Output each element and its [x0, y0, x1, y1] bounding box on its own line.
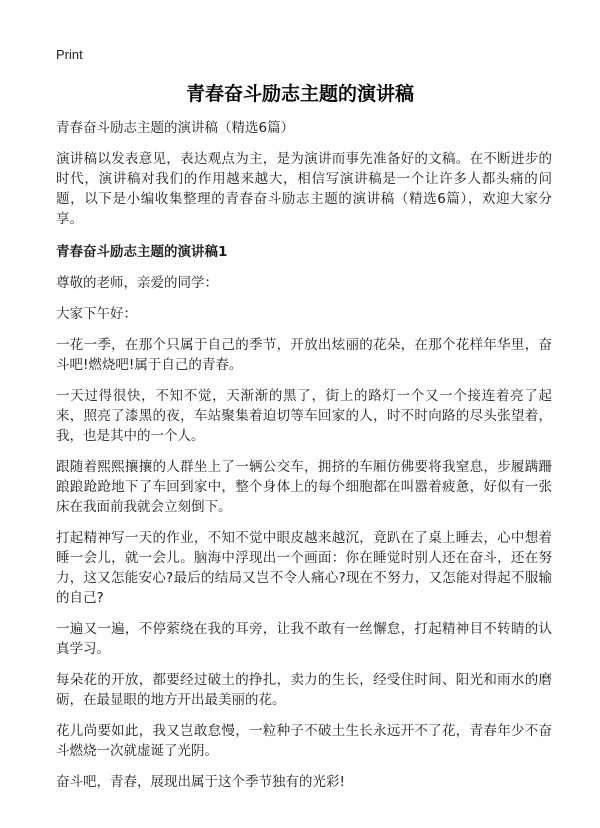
print-link[interactable]: Print [56, 47, 83, 62]
paragraph: 一天过得很快，不知不觉，天渐渐的黑了，街上的路灯一个又一个接连着亮了起来，照亮了漆黑的夜，车站聚集着迫切等车回家的人，时不时向路的尽头张望着，我，也是其中的一个人。 [56, 388, 552, 444]
intro-paragraph: 演讲稿以发表意见，表达观点为主，是为演讲而事先准备好的文稿。在不断进步的时代，演讲稿对我们的作用越来越大，相信写演讲稿是一个让许多人都头痛的问题，以下是小编收集整理的青春奋斗励志主题的演讲稿（精选6篇），欢迎大家分享。 [56, 151, 552, 227]
paragraph-greeting: 大家下午好： [56, 306, 137, 322]
paragraph: 一花一季，在那个只属于自己的季节，开放出炫丽的花朵，在那个花样年华里，奋斗吧!燃烧吧!属于自己的青春。 [56, 337, 552, 373]
document-subtitle: 青春奋斗励志主题的演讲稿（精选6篇） [56, 120, 295, 136]
paragraph: 一遍又一遍，不停萦绕在我的耳旁，让我不敢有一丝懈怠，打起精神目不转睛的认真学习。 [56, 621, 552, 657]
section-heading: 青春奋斗励志主题的演讲稿1 [56, 244, 228, 260]
paragraph-closing: 奋斗吧，青春，展现出属于这个季节独有的光彩! [56, 774, 345, 790]
document-body [56, 118, 552, 803]
paragraph: 每朵花的开放，都要经过破土的挣扎，卖力的生长，经受住时间、阳光和雨水的磨砺，在最显眼的地方开出最美丽的花。 [56, 672, 552, 708]
paragraph: 跟随着熙熙攘攘的人群坐上了一辆公交车，拥挤的车厢仿佛要将我窒息，步履蹒跚踉踉跄跄地下了车回到家中，整个身体上的每个细胞都在叫嚣着疲惫，好似有一张床在我面前我就会立刻倒下。 [56, 459, 552, 515]
paragraph: 打起精神写一天的作业，不知不觉中眼皮越来越沉，竟趴在了桌上睡去，心中想着睡一会儿，就一会儿。脑海中浮现出一个画面：你在睡觉时别人还在奋斗，还在努力，这又怎能安心?最后的结局又岂不令人痛心?现在不努力，又怎能对得起不服输的自己? [56, 530, 552, 606]
paragraph-salutation: 尊敬的老师，亲爱的同学： [56, 275, 218, 291]
paragraph: 花儿尚要如此，我又岂敢怠慢，一粒种子不破土生长永远开不了花，青春年少不奋斗燃烧一次就虚诞了光阴。 [56, 723, 552, 759]
page-title: 青春奋斗励志主题的演讲稿 [185, 83, 414, 105]
